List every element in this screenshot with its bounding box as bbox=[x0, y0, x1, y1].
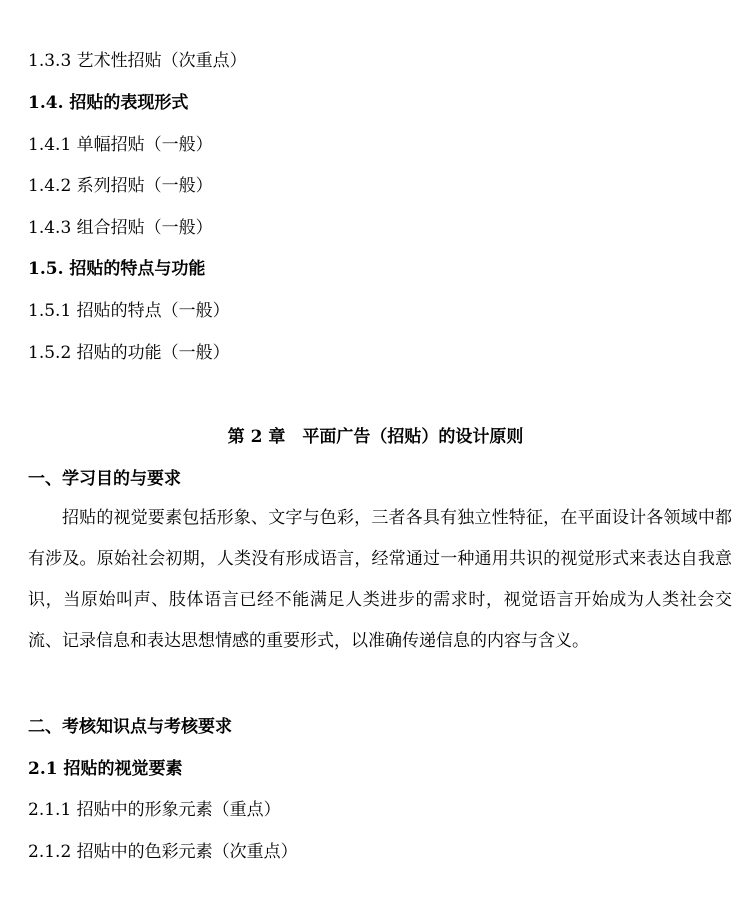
toc-item-1-4-3: 1.4.3 组合招贴（一般） bbox=[28, 218, 213, 238]
section-heading-goals: 一、学习目的与要求 bbox=[28, 469, 181, 489]
body-paragraph: 招贴的视觉要素包括形象、文字与色彩，三者各具有独立性特征，在平面设计各领域中都有涉及。原始社会初期，人类没有形成语言，经常通过一种通用共识的视觉形式来表达自我意识，当原始叫声、肢体语言已经不能满足人类进步的需求时，视觉语言开始成为人类社会交流、记录信息和表达思想情感的重要形式，以准确传递信息的内容与含义。 bbox=[28, 508, 732, 651]
chapter-title: 第 2 章 平面广告（招贴）的设计原则 bbox=[227, 427, 524, 447]
toc-item-1-3-3: 1.3.3 艺术性招贴（次重点） bbox=[28, 51, 247, 71]
toc-item-1-4-2: 1.4.2 系列招贴（一般） bbox=[28, 176, 213, 196]
toc-item-2-1-2: 2.1.2 招贴中的色彩元素（次重点） bbox=[28, 842, 298, 862]
toc-heading-1-5: 1.5. 招贴的特点与功能 bbox=[28, 259, 206, 279]
toc-item-1-5-2: 1.5.2 招贴的功能（一般） bbox=[28, 343, 230, 363]
toc-item-2-1-1: 2.1.1 招贴中的形象元素（重点） bbox=[28, 800, 281, 820]
subsection-heading-2-1: 2.1 招贴的视觉要素 bbox=[28, 759, 183, 779]
toc-item-1-4-1: 1.4.1 单幅招贴（一般） bbox=[28, 135, 213, 155]
toc-heading-1-4: 1.4. 招贴的表现形式 bbox=[28, 93, 189, 113]
toc-item-1-5-1: 1.5.1 招贴的特点（一般） bbox=[28, 301, 230, 321]
section-heading-assessment: 二、考核知识点与考核要求 bbox=[28, 717, 232, 737]
